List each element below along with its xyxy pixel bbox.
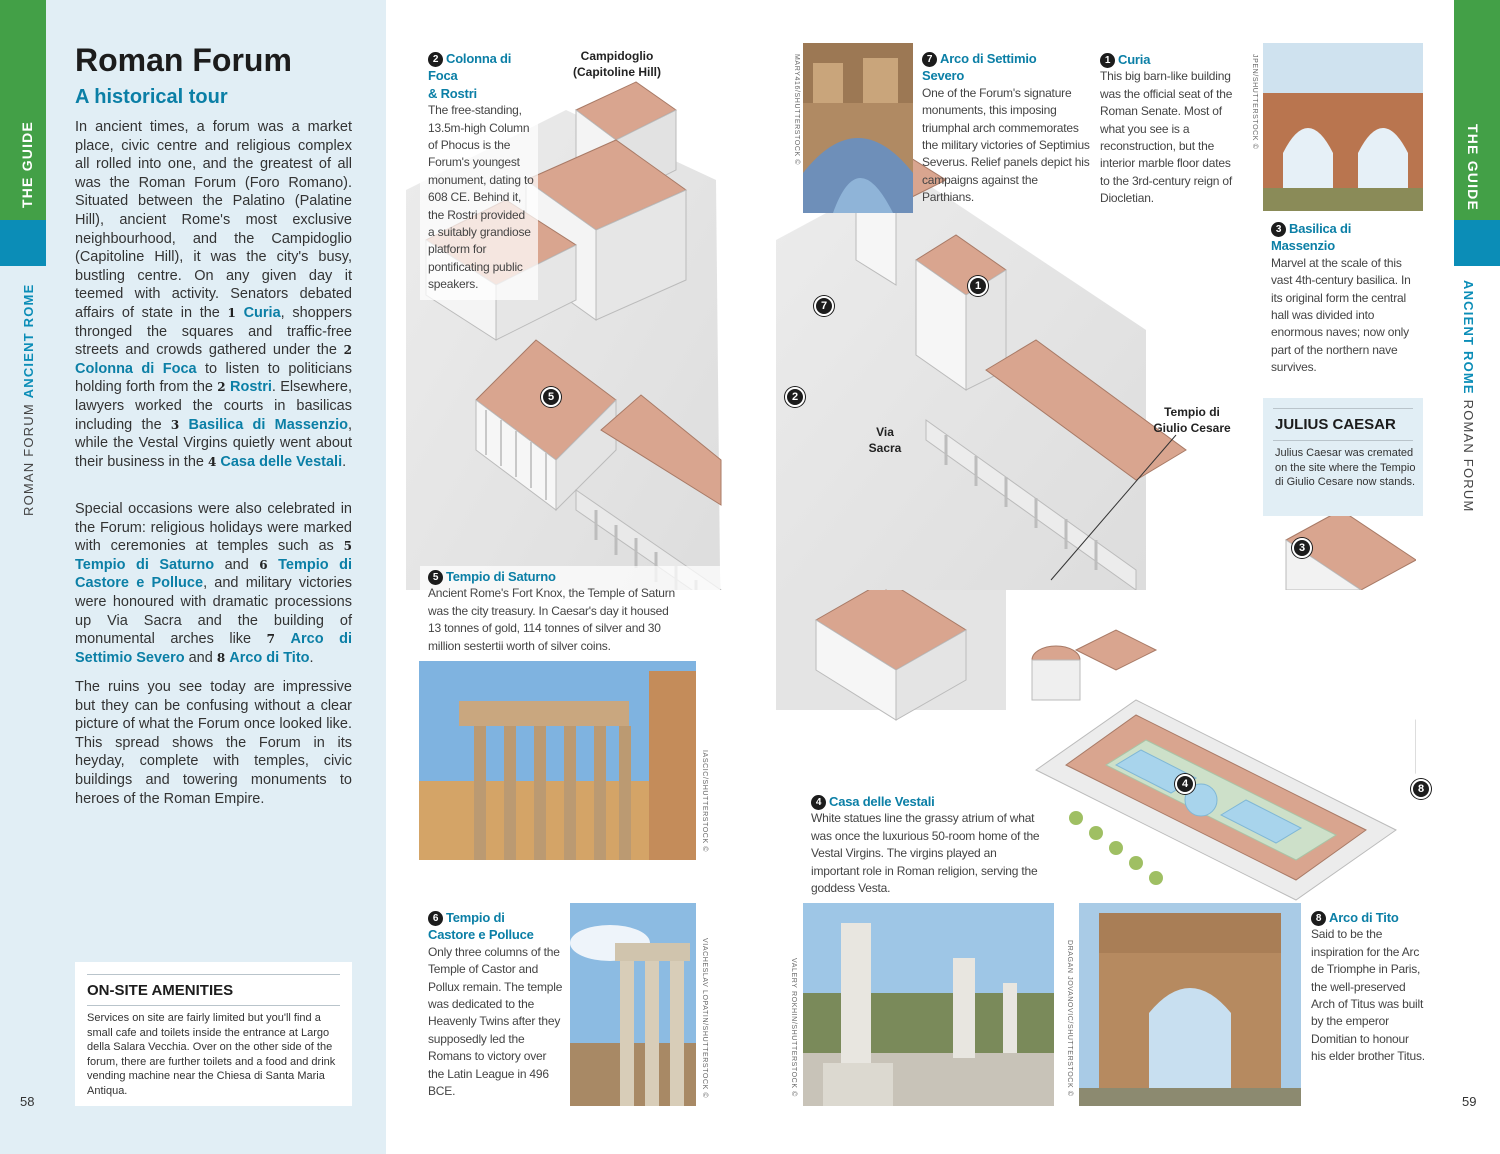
map-label-campidoglio: Campidoglio (Capitoline Hill) <box>573 49 661 79</box>
photo-casa-delle-vestali <box>803 903 1054 1106</box>
credit-saturno: IASCIC/SHUTTERSTOCK © <box>701 750 708 853</box>
term-arco-di-settimio: Arco di Settimio Severo <box>75 631 352 666</box>
map-marker-7: 7 <box>814 296 834 316</box>
caption-casa-delle-vestali: 4 Casa delle Vestali White statues line the grassy atrium of what was once the luxurious 50-room home of the Vestal Virgins. The virgins played an important role in Roman religion, serving the goddess Vesta. <box>811 794 1040 896</box>
map-label-tempio-giulio-cesare: Tempio di Giulio Cesare <box>1153 405 1231 435</box>
amenities-title: ON-SITE AMENITIES <box>87 982 234 999</box>
amenities-text: Services on site are fairly limited but you'll find a small cafe and toilets inside the entrance at Largo della Salara Vecchia. Over on the other side of the forum, there are further toilets and a food and drink vending machine near the Chiesa di Santa Maria Antiqua. <box>87 1012 336 1097</box>
side-running-head <box>21 284 36 516</box>
photo-arco-di-tito <box>1079 903 1301 1106</box>
amenities-box <box>75 962 352 1106</box>
term-tempio-di-castore: Tempio di Castore e Polluce <box>75 556 353 592</box>
intro-paragraph-3: The ruins you see today are impressive but they can be confusing without a clear picture of what the Forum once looked like. This spread shows the Forum in its heyday, complete with temples, civic buildings and towering monuments to heroes of the Roman Empire. <box>75 679 352 807</box>
julius-text: Julius Caesar was cremated on the site where the Tempio di Giulio Cesare now stands. <box>1275 447 1416 489</box>
right-running-head-highlight: ANCIENT ROME <box>1461 280 1476 395</box>
photo-arco-di-settimio <box>803 43 913 213</box>
map-marker-8: 8 <box>1411 779 1431 799</box>
term-casa-delle-vestali: Casa delle Vestali <box>220 453 343 470</box>
julius-rule-top <box>1273 408 1413 409</box>
term-tempio-di-saturno: Tempio di Saturno <box>75 556 215 573</box>
casa-delle-vestali-model <box>1036 700 1396 900</box>
caption-arco-di-tito: 8 Arco di Tito Said to be the inspiration for the Arc de Triomphe in Paris, the well-preserved Arch of Titus was built by the emperor Domitian to honour his elder brother Titus. <box>1311 910 1425 1064</box>
credit-basilica: JPEN/SHUTTERSTOCK © <box>1251 54 1258 150</box>
running-head-highlight: ANCIENT ROME <box>21 283 36 399</box>
term-arco-di-tito: Arco di Tito <box>229 649 310 666</box>
intro-paragraph-2: Special occasions were also celebrated in the Forum: religious holidays were marked with ceremonies at temples such as 5 Tempio di Saturno and 6 Tempio di Castore e Polluce, and military victories were honoured with dramatic processions up Via Sacra and the building of monumental arches like 7 Arco di Settimio Severo and 8 Arco di Tito. <box>75 501 353 666</box>
left-page <box>0 0 386 1154</box>
term-rostri: Rostri <box>229 379 272 396</box>
credit-arco-settimio: MARY416/SHUTTERSTOCK © <box>793 54 800 166</box>
photo-tempio-di-castore <box>570 903 696 1106</box>
map-marker-4: 4 <box>1175 774 1195 794</box>
map-marker-3: 3 <box>1292 538 1312 558</box>
caption-tempio-di-saturno: 5 Tempio di Saturno Ancient Rome's Fort Knox, the Temple of Saturn was the city treasury. In Caesar's day it housed 13 tonnes of gold, 114 tonnes of silver and 30 million sestertii worth of silver coins. <box>428 569 675 653</box>
julius-caesar-box <box>1263 398 1423 516</box>
map-label-via-sacra: Via Sacra <box>868 425 902 455</box>
term-colonna-di-foca: Colonna di Foca <box>75 360 197 377</box>
photo-tempio-di-saturno <box>419 661 696 860</box>
credit-tito: DRAGAN JOVANOVIC/SHUTTERSTOCK © <box>1066 940 1073 1097</box>
right-side-tab-blue-block <box>1454 220 1500 266</box>
page-number-right: 59 <box>1462 1094 1477 1109</box>
side-tab-label: THE GUIDE <box>19 120 35 208</box>
caption-basilica-di-massenzio: 3 Basilica di Massenzio Marvel at the scale of this vast 4th-century basilica. In its original form the central hall was divided into enormous naves; now only part of the northern nave survives. <box>1271 221 1411 375</box>
page-title: Roman Forum <box>75 42 292 78</box>
caption-tempio-di-castore: 6 Tempio di Castore e Polluce Only three columns of the Temple of Castor and Pollux remain. The temple was dedicated to the Heavenly Twins after they supposedly led the Romans to victory over the Latin League in 496 BCE. <box>428 910 563 1099</box>
julius-rule-bottom <box>1273 440 1413 441</box>
caption-arco-di-settimio: 7 Arco di Settimio Severo One of the Forum's signature monuments, this imposing triumphal arch commemorates the military victories of Septimius Severus. Relief panels depict his campaigns against the Parthians. <box>922 51 1090 205</box>
caption-curia: 1 Curia This big barn-like building was the official seat of the Roman Senate. Most of what you see is a reconstruction, but the interior marble floor dates to the 3rd-century reign of Diocletian. <box>1100 52 1233 206</box>
caption-colonna-di-foca: 2 Colonna di Foca & Rostri The free-standing, 13.5m-high Column of Phocus is the Forum's youngest monument, dating to 608 CE. Behind it, the Rostri provided a suitably grandiose platform for pontificating public speakers. <box>428 51 534 292</box>
photo-basilica-di-massenzio <box>1263 43 1423 211</box>
map-marker-2: 2 <box>785 387 805 407</box>
amenities-rule-bottom <box>87 1005 340 1006</box>
page-subtitle: A historical tour <box>75 86 228 108</box>
amenities-rule-top <box>87 974 340 975</box>
map-marker-1: 1 <box>968 276 988 296</box>
intro-paragraph-1: In ancient times, a forum was a market place, civic centre and religious complex all rolled into one, and the greatest of all was the Roman Forum (Foro Romano). Situated between the Palatino (Palatine Hill), ancient Rome's most exclusive neighbourhood, and the Campidoglio (Capitoline Hill), it was the city's busy, bustling centre. On any given day it teemed with activity. Senators debated affairs of state in the 1 Curia, shoppers thronged the squares and traffic-free streets and crowds gathered under the 2 Colonna di Foca to listen to politicians holding forth from the 2 Rostri. Elsewhere, lawyers worked the courts in basilicas including the 3 Basilica di Massenzio, while the Vestal Virgins quietly went about their business in the 4 Casa delle Vestali. <box>75 119 353 470</box>
credit-castore: VIACHESLAV LOPATIN/SHUTTERSTOCK © <box>701 938 708 1099</box>
side-tab-blue-block <box>0 220 46 266</box>
right-running-head-plain: ROMAN FORUM <box>1461 399 1476 513</box>
julius-title: JULIUS CAESAR <box>1275 416 1396 433</box>
credit-vestali: VALERY ROKHIN/SHUTTERSTOCK © <box>790 958 797 1097</box>
page-number-left: 58 <box>20 1094 35 1109</box>
map-marker-5: 5 <box>541 387 561 407</box>
running-head-plain: ROMAN FORUM <box>21 403 36 516</box>
right-side-running-head <box>1461 280 1476 512</box>
right-side-tab-label: THE GUIDE <box>1465 124 1481 212</box>
term-basilica-di-massenzio: Basilica di Massenzio <box>188 416 348 433</box>
term-curia: Curia <box>243 304 281 321</box>
